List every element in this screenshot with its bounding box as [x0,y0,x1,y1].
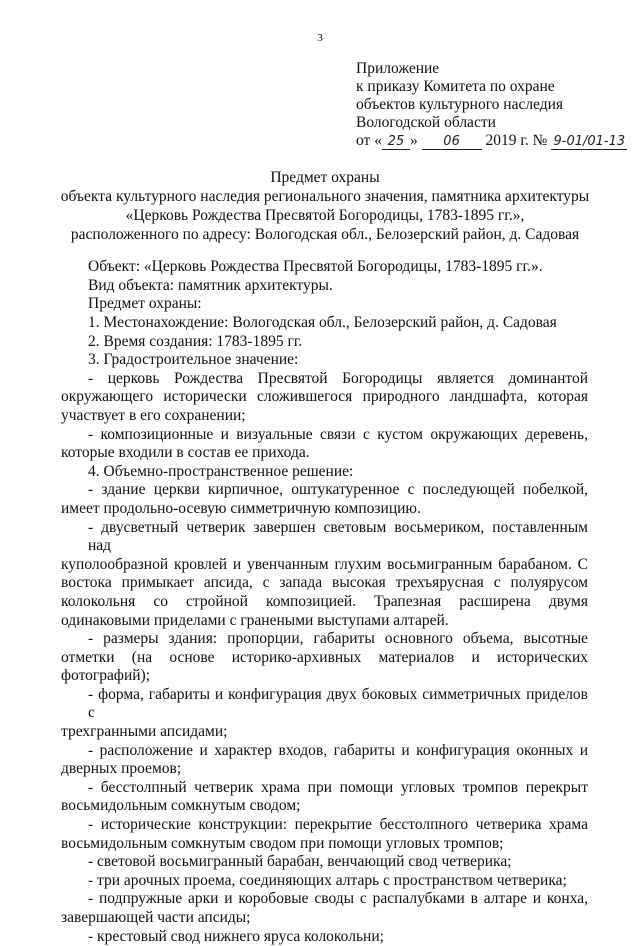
protection-item [61,425,588,463]
protection-item [88,928,588,946]
protection-item [61,778,588,816]
protection-item-first-line: - исторические конструкции: перекрытие бесстолпного четверика храма [88,816,588,834]
protection-item [61,630,588,686]
protection-item [88,463,588,482]
protection-item-first-line: - световой восьмигранный барабан, венчающий свод четверика; [88,853,512,871]
protection-item-continuation: дверных проемов; [61,760,182,778]
protection-item-first-line: - здание церкви кирпичное, оштукатуренное с последующей побелкой, [88,481,588,499]
protection-item [61,369,588,426]
protection-item-continuation: восьмидольным сомкнутым сводом; [61,797,301,815]
protection-item-first-line: 4. Объемно-пространственное решение: [88,462,354,480]
protection-item [61,518,588,631]
order-day-handwritten: 25 [382,135,410,150]
protection-item-first-line: - церковь Рождества Пресвятой Богородицы является доминантой [88,369,588,387]
heading-line-2: объекта культурного наследия регионального значения, памятника архитектуры [60,188,590,205]
protection-item [88,351,588,370]
order-date-line [356,132,626,150]
protection-item-first-line: 1. Местонахождение: Вологодская обл., Белозерский район, д. Садовая [88,314,557,331]
protection-item-continuation: окружающего исторически сложившегося природного ландшафта, которая участвует в его сохранении; [61,388,588,424]
protection-item [61,890,588,927]
heading-title: Предмет охраны [270,169,380,186]
protection-item-continuation: завершающей части апсиды; [61,909,251,926]
protection-item-first-line: 3. Градостроительное значение: [88,351,299,369]
protection-item-first-line: - три арочных проема, соединяющих алтарь с пространством четверика; [88,871,567,889]
protection-item-first-line: - размеры здания: пропорции, габариты основного объема, высотные [88,630,588,648]
heading-line-4: расположенного по адресу: Вологодская обл., Белозерский район, д. Садовая [70,226,580,243]
protection-item [61,741,588,779]
protection-item-continuation: имеет продольно-осевую симметричную композицию. [61,499,421,517]
protection-item [61,816,588,853]
protection-item-first-line: - форма, габариты и конфигурация двух боковых симметричных приделов с [88,685,588,722]
protection-item [88,872,588,891]
protection-item [61,685,588,742]
protection-item-continuation: куполообразной кровлей и увенчанным глухим восьмигранным барабаном. С востока примыкает апсида, с запада высокая трехъярусная с полуярусом колокольня со стройной композицией. Трапезная расширена двумя одинаковыми приделами с гранеными выступами алтарей. [61,555,588,629]
protection-item-continuation: которые входили в состав ее прихода. [61,444,310,462]
order-month-handwritten: 06 [422,135,482,150]
order-year-label: 2019 г. № [485,132,548,149]
appendix-line-heritage: объектов культурного наследия [356,96,564,113]
object-line: Объект: «Церковь Рождества Пресвятой Богородицы, 1783-1895 гг.». [88,258,543,275]
order-day-close: » [409,132,418,149]
protection-item-continuation: отметки (на основе историко-архивных материалов и исторических фотографий); [61,648,588,685]
document-heading [40,168,610,244]
protection-item-first-line: - двусветный четверик завершен световым восьмериком, поставленным над [88,518,588,555]
object-type-line: Вид объекта: памятник архитектуры. [88,276,333,294]
protection-items [61,314,588,946]
appendix-line-order: к приказу Комитета по охране [356,78,555,95]
protection-item-first-line: - расположение и характер входов, габариты и конфигурация оконных и [88,741,588,759]
protection-item-first-line: - подпружные арки и коробовые своды с распалубками в алтаре и конха, [88,890,588,908]
appendix-title: Приложение [356,60,440,77]
protection-item [88,314,588,333]
heading-line-3: «Церковь Рождества Пресвятой Богородицы, 1783-1895 гг.», [125,207,525,224]
protection-item-first-line: 2. Время создания: 1783-1895 гг. [88,332,303,350]
appendix-line-region: Вологодской области [356,114,496,131]
intro-block [88,258,588,314]
appendix-block [356,60,626,150]
protection-item [88,853,588,872]
order-from-label: от « [356,132,382,149]
subject-line: Предмет охраны: [88,295,202,313]
protection-item-first-line: - крестовый свод нижнего яруса колокольни; [88,927,384,945]
protection-item-continuation: восьмидольным сомкнутым сводом при помощи угловых тромпов; [61,834,504,852]
protection-item-continuation: трехгранными апсидами; [61,723,228,741]
page-number: 3 [317,32,323,44]
protection-item-first-line: - бесстолпный четверик храма при помощи угловых тромпов перекрыт [88,778,588,796]
order-number-handwritten: 9-01/01-13 [551,135,627,150]
protection-item [88,333,588,352]
protection-item-first-line: - композиционные и визуальные связи с кустом окружающих деревень, [88,425,588,443]
protection-item [61,481,588,518]
